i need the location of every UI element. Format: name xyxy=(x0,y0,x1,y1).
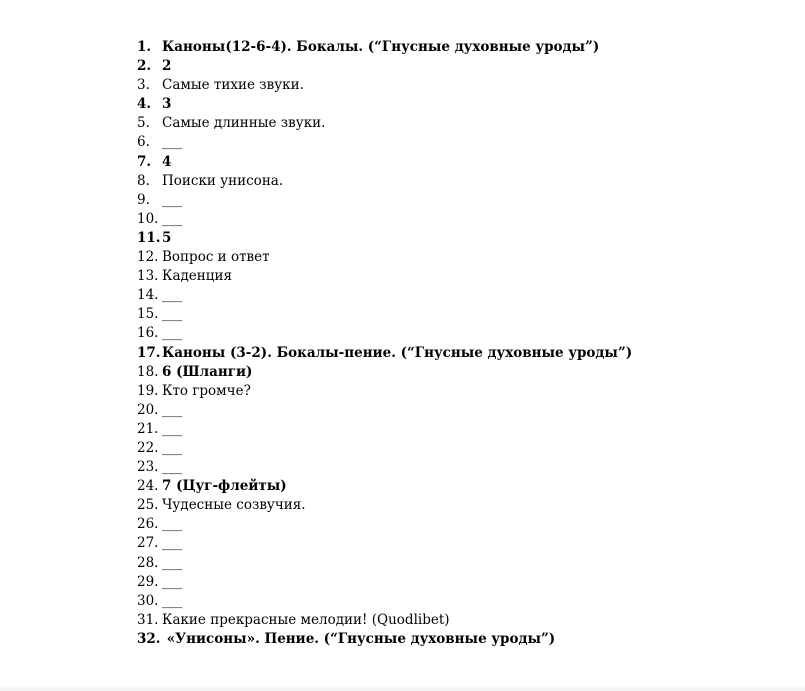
list-item xyxy=(137,153,632,172)
list-item-number: 7. xyxy=(137,153,152,170)
numbered-list xyxy=(137,38,632,649)
list-item xyxy=(137,286,632,305)
list-item-number: 21. xyxy=(137,420,159,437)
list-item xyxy=(137,114,632,133)
list-item xyxy=(137,95,632,114)
list-item-text: ___ xyxy=(162,191,183,208)
list-item-number: 15. xyxy=(137,306,159,323)
list-item xyxy=(137,210,632,229)
list-item-text: Какие прекрасные мелодии! (Quodlibet) xyxy=(162,611,450,628)
list-item xyxy=(137,458,632,477)
list-item xyxy=(137,534,632,553)
list-item xyxy=(137,477,632,496)
list-item xyxy=(137,133,632,152)
list-item-text: ___ xyxy=(162,554,183,571)
list-item-text: ___ xyxy=(162,573,183,590)
list-item xyxy=(137,38,632,57)
list-item xyxy=(137,324,632,343)
list-item xyxy=(137,573,632,592)
list-item-text: Каноны (3-2). Бокалы-пение. (“Гнусные духовные уроды”) xyxy=(162,344,633,361)
list-item-text: Чудесные созвучия. xyxy=(162,497,306,514)
list-item-number: 9. xyxy=(137,191,150,208)
list-item-number: 26. xyxy=(137,516,159,533)
list-item-text: 4 xyxy=(162,153,172,170)
list-item-text: 2 xyxy=(162,58,172,75)
list-item-number: 11. xyxy=(137,229,161,246)
list-item xyxy=(137,420,632,439)
list-item xyxy=(137,363,632,382)
list-item xyxy=(137,229,632,248)
list-item-text: ___ xyxy=(162,535,183,552)
list-item-number: 32. xyxy=(137,630,161,647)
list-item-text: Кто громче? xyxy=(162,382,251,399)
list-item-text: «Унисоны». Пение. (“Гнусные духовные уроды”) xyxy=(162,630,556,647)
list-item-text: ___ xyxy=(162,516,183,533)
list-item-number: 8. xyxy=(137,172,150,189)
list-item-number: 29. xyxy=(137,573,159,590)
list-item-text: ___ xyxy=(162,592,183,609)
list-item-text: ___ xyxy=(162,420,183,437)
list-item xyxy=(137,57,632,76)
list-item-number: 18. xyxy=(137,363,159,380)
list-item-number: 30. xyxy=(137,592,159,609)
list-item-number: 27. xyxy=(137,535,159,552)
list-item xyxy=(137,515,632,534)
list-item-text: ___ xyxy=(162,325,183,342)
list-item xyxy=(137,344,632,363)
list-item-number: 28. xyxy=(137,554,159,571)
list-item-text: ___ xyxy=(162,439,183,456)
list-item-number: 4. xyxy=(137,96,152,113)
list-item-number: 16. xyxy=(137,325,159,342)
list-item-number: 14. xyxy=(137,287,159,304)
list-item-text: Самые длинные звуки. xyxy=(162,115,326,132)
list-item-text: 3 xyxy=(162,96,172,113)
list-item-number: 17. xyxy=(137,344,161,361)
list-item-number: 12. xyxy=(137,249,159,266)
list-item xyxy=(137,439,632,458)
list-item-number: 2. xyxy=(137,58,152,75)
list-item-number: 24. xyxy=(137,478,159,495)
list-item-number: 5. xyxy=(137,115,150,132)
list-item xyxy=(137,630,632,649)
list-item-number: 22. xyxy=(137,439,159,456)
list-item-text: ___ xyxy=(162,287,183,304)
list-item xyxy=(137,305,632,324)
list-item-text: Каденция xyxy=(162,268,232,285)
list-item xyxy=(137,382,632,401)
list-item xyxy=(137,611,632,630)
list-item-text: ___ xyxy=(162,401,183,418)
list-item xyxy=(137,267,632,286)
list-item-text: ___ xyxy=(162,306,183,323)
list-item xyxy=(137,191,632,210)
list-item xyxy=(137,401,632,420)
list-item-text: Каноны(12-6-4). Бокалы. (“Гнусные духовные уроды”) xyxy=(162,39,600,55)
list-item-number: 6. xyxy=(137,134,150,151)
page-bottom-edge xyxy=(0,685,805,691)
list-item-text: 6 (Шланги) xyxy=(162,363,253,380)
list-item-text: 7 (Цуг-флейты) xyxy=(162,478,287,495)
list-item-number: 31. xyxy=(137,611,159,628)
list-item-text: ___ xyxy=(162,210,183,227)
list-item-number: 25. xyxy=(137,497,159,514)
list-item xyxy=(137,248,632,267)
list-item-text: Вопрос и ответ xyxy=(162,249,270,266)
list-item xyxy=(137,76,632,95)
list-item xyxy=(137,554,632,573)
list-item-number: 3. xyxy=(137,77,150,94)
list-item-text: Самые тихие звуки. xyxy=(162,77,304,94)
list-item-number: 20. xyxy=(137,401,159,418)
list-item-number: 1. xyxy=(137,39,152,55)
list-item-number: 23. xyxy=(137,459,159,476)
list-item-number: 10. xyxy=(137,210,159,227)
list-item-number: 19. xyxy=(137,382,159,399)
list-item xyxy=(137,172,632,191)
list-item-text: 5 xyxy=(162,229,172,246)
list-item-text: ___ xyxy=(162,134,183,151)
list-item-text: Поиски унисона. xyxy=(162,172,284,189)
list-item xyxy=(137,496,632,515)
list-item xyxy=(137,592,632,611)
list-item-text: ___ xyxy=(162,459,183,476)
list-item-number: 13. xyxy=(137,268,159,285)
